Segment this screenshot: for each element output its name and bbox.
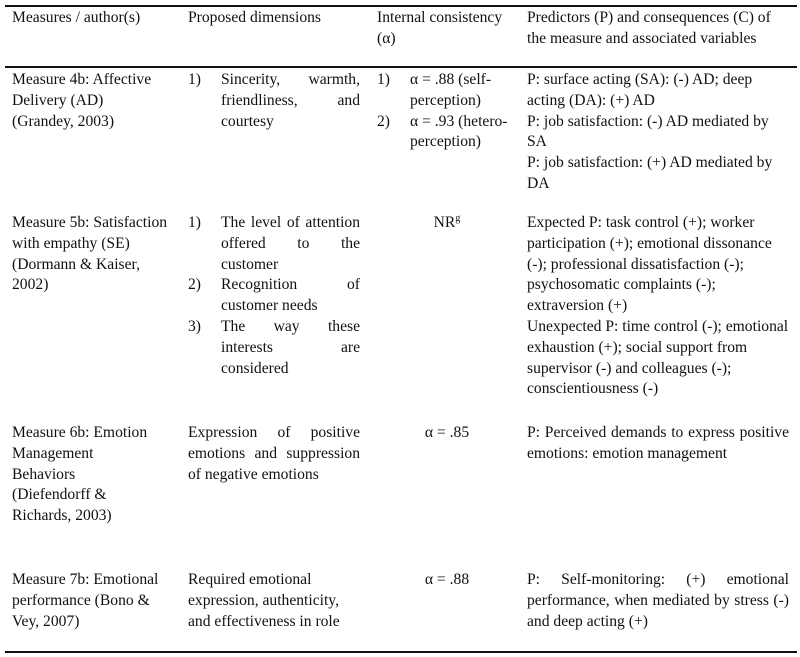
consistency-cell (377, 70, 512, 153)
dimensions-cell: Required emotional expression, authenticity, and effectiveness in role (188, 571, 340, 630)
consistency-cell: $NR^g$ (433, 213, 461, 231)
header-rule (5, 66, 797, 68)
header-consistency: Internal consistency (α) (377, 9, 503, 47)
predictor-line: P: Self-monitoring: (+) emotional performance, when mediated by stress (-) and deep acting (+) (527, 571, 789, 630)
table-caption-fragment (10, 0, 465, 3)
bottom-rule (5, 651, 797, 653)
dimensions-cell (188, 70, 360, 132)
header-predictors: Predictors (P) and consequences (C) of the measure and associated variables (527, 9, 771, 47)
predictors-cell (527, 213, 789, 400)
predictor-line: P: surface acting (SA): (-) AD; deep acting (DA): (+) AD (527, 71, 753, 109)
predictor-line: P: job satisfaction: (+) AD mediated by DA (527, 154, 773, 192)
header-dimensions: Proposed dimensions (188, 9, 321, 26)
dimension-item: 2) Recognition of customer needs (188, 276, 360, 315)
consistency-cell: α = .85 (424, 424, 470, 441)
consistency-cell: α = .88 (424, 571, 470, 588)
header-measures: Measures / author(s) (12, 9, 141, 26)
dimensions-cell (188, 213, 360, 379)
predictor-line: Expected P: task control (+); worker participation (+); emotional dissonance (-); professional dissatisfaction (-); psychosomatic complaints (-); extraversion (+) (527, 214, 772, 315)
predictor-line: P: Perceived demands to express positive emotions: emotion management (527, 424, 789, 462)
consistency-item: 1) α = .88 (self-perception) (377, 71, 492, 109)
measure-cell: Measure 4b: Affective Delivery (AD) (Grandey, 2003) (12, 71, 152, 130)
dimension-item: 1) The level of attention offered to the customer (188, 214, 360, 273)
predictor-line: Unexpected P: time control (-); emotional exhaustion (+); social support from supervisor (-) and colleagues (-); conscientiousness (-) (527, 317, 789, 398)
dimension-item: 1) Sincerity, warmth, friendliness, and courtesy (188, 71, 360, 130)
dimensions-cell: Expression of positive emotions and suppression of negative emotions (188, 424, 360, 483)
measure-cell: Measure 6b: Emotion Management Behaviors (Diefendorff & Richards, 2003) (12, 424, 148, 525)
predictors-cell (527, 570, 789, 632)
dimension-item: 3) The way these interests are considered (188, 317, 360, 377)
measure-cell: Measure 7b: Emotional performance (Bono & Vey, 2007) (12, 571, 159, 630)
predictors-cell (527, 423, 789, 465)
predictor-line: P: job satisfaction: (-) AD mediated by SA (527, 112, 769, 151)
top-rule (5, 5, 797, 7)
predictors-cell (527, 70, 789, 195)
measure-cell: Measure 5b: Satisfaction with empathy (SE) (Dormann & Kaiser, 2002) (12, 214, 168, 294)
consistency-item: 2) α = .93 (hetero-perception) (377, 112, 508, 151)
